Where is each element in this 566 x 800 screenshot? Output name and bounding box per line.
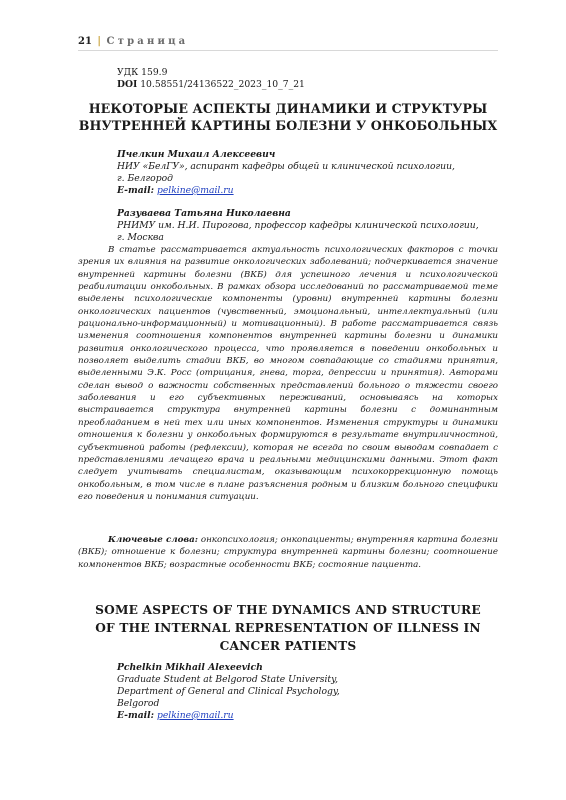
author1-block <box>117 149 497 197</box>
keywords-ru <box>78 534 498 571</box>
article-title-ru <box>78 100 498 134</box>
author2-affiliation: РНИМУ им. Н.И. Пирогова, профессор кафедры клинической психологии, <box>117 220 479 231</box>
author1-email-link[interactable]: pelkine@mail.ru <box>156 185 234 196</box>
author-en-block <box>117 662 497 722</box>
author2-name: Разуваева Татьяна Николаевна <box>117 208 291 219</box>
title-en-line3: CANCER PATIENTS <box>219 639 357 653</box>
author2-block <box>117 208 497 244</box>
author-en-name: Pchelkin Mikhail Alexeevich <box>117 662 263 673</box>
author2-city: г. Москва <box>117 232 164 243</box>
author-en-email-link[interactable]: pelkine@mail.ru <box>156 710 234 721</box>
doi-value: 10.58551/24136522_2023_10_7_21 <box>137 79 305 90</box>
keywords-text: онкопсихология; онкопациенты; внутренняя картина болезни (ВКБ); отношение к болезни; структура внутренней картины болезни; соотношение компонентов ВКБ; возрастные особенности ВКБ; состояние пациента. <box>78 535 498 570</box>
udk-line <box>117 67 167 79</box>
page-header <box>78 36 498 47</box>
page-number: 21 <box>78 36 92 47</box>
author1-city: г. Белгород <box>117 173 173 184</box>
title-ru-line1: НЕКОТОРЫЕ АСПЕКТЫ ДИНАМИКИ И СТРУКТУРЫ <box>88 101 488 116</box>
author-en-line1: Graduate Student at Belgorod State University, <box>117 674 339 685</box>
title-en-line2: OF THE INTERNAL REPRESENTATION OF ILLNESS IN <box>95 621 481 635</box>
author1-email-line <box>117 185 497 197</box>
author1-name: Пчелкин Михаил Алексеевич <box>117 149 276 160</box>
doi-line <box>117 79 305 91</box>
header-rule <box>78 50 498 51</box>
udk-text: УДК 159.9 <box>117 67 168 78</box>
header-page-word: Страница <box>106 36 189 47</box>
author-en-line3: Belgorod <box>117 698 160 709</box>
keywords-label: Ключевые слова: <box>108 535 198 545</box>
abstract-ru: В статье рассматривается актуальность психологических факторов с точки зрения их влияния на развитие онкологических заболеваний; подчеркивается значение внутренней картины болезни (ВКБ) для успешного лечения и психологической реабилитации онкобольных. В рамках обзора исследований по рассматриваемой теме выделены психологические компоненты (уровни) внутренней картины болезни онкологических пациентов (чувственный, эмоциональный, интеллектуальный (или рационально-информационный) и мотивационный). В работе рассматривается связь изменения соотношения компонентов внутренней картины болезни и динамики развития онкологического процесса, что проявляется в поведении онкобольных и позволяет выделить стадии ВКБ, во многом совпадающие со стадиями принятия, выделенными Э.К. Росс (отрицания, гнева, торга, депрессии и принятия). Авторами сделан вывод о важности собственных представлений больного о тяжести своего заболевания и его субъективных переживаний, основываясь на которых выстраивается структура внутренней картины болезни с доминантным преобладанием в ней тех или иных компонентов. Изменения структуры и динамики отношения к болезни у онкобольных формируются в результате внутриличностной, субъективной работы (рефлексии), которая не всегда по своим выводам совпадает с представлениями лечащего врача и реальными медицинскими данными. Этот факт следует учитывать специалистам, оказывающим психокоррекционную помощь онкобольным, в том числе в плане разъяснения родным и близким больного специфики его поведения и понимания ситуации. <box>78 245 498 502</box>
header-separator: | <box>97 36 102 47</box>
email-label-en: E-mail: <box>117 710 155 721</box>
author1-affiliation: НИУ «БелГУ», аспирант кафедры общей и клинической психологии, <box>117 161 455 172</box>
article-title-en <box>78 601 498 655</box>
title-ru-line2: ВНУТРЕННЕЙ КАРТИНЫ БОЛЕЗНИ У ОНКОБОЛЬНЫХ <box>78 118 498 133</box>
author-en-email-line <box>117 710 497 722</box>
title-en-line1: SOME ASPECTS OF THE DYNAMICS AND STRUCTURE <box>95 603 481 617</box>
author-en-line2: Department of General and Clinical Psychology, <box>117 686 340 697</box>
doi-label: DOI <box>117 79 138 90</box>
email-label: E-mail: <box>117 185 155 196</box>
